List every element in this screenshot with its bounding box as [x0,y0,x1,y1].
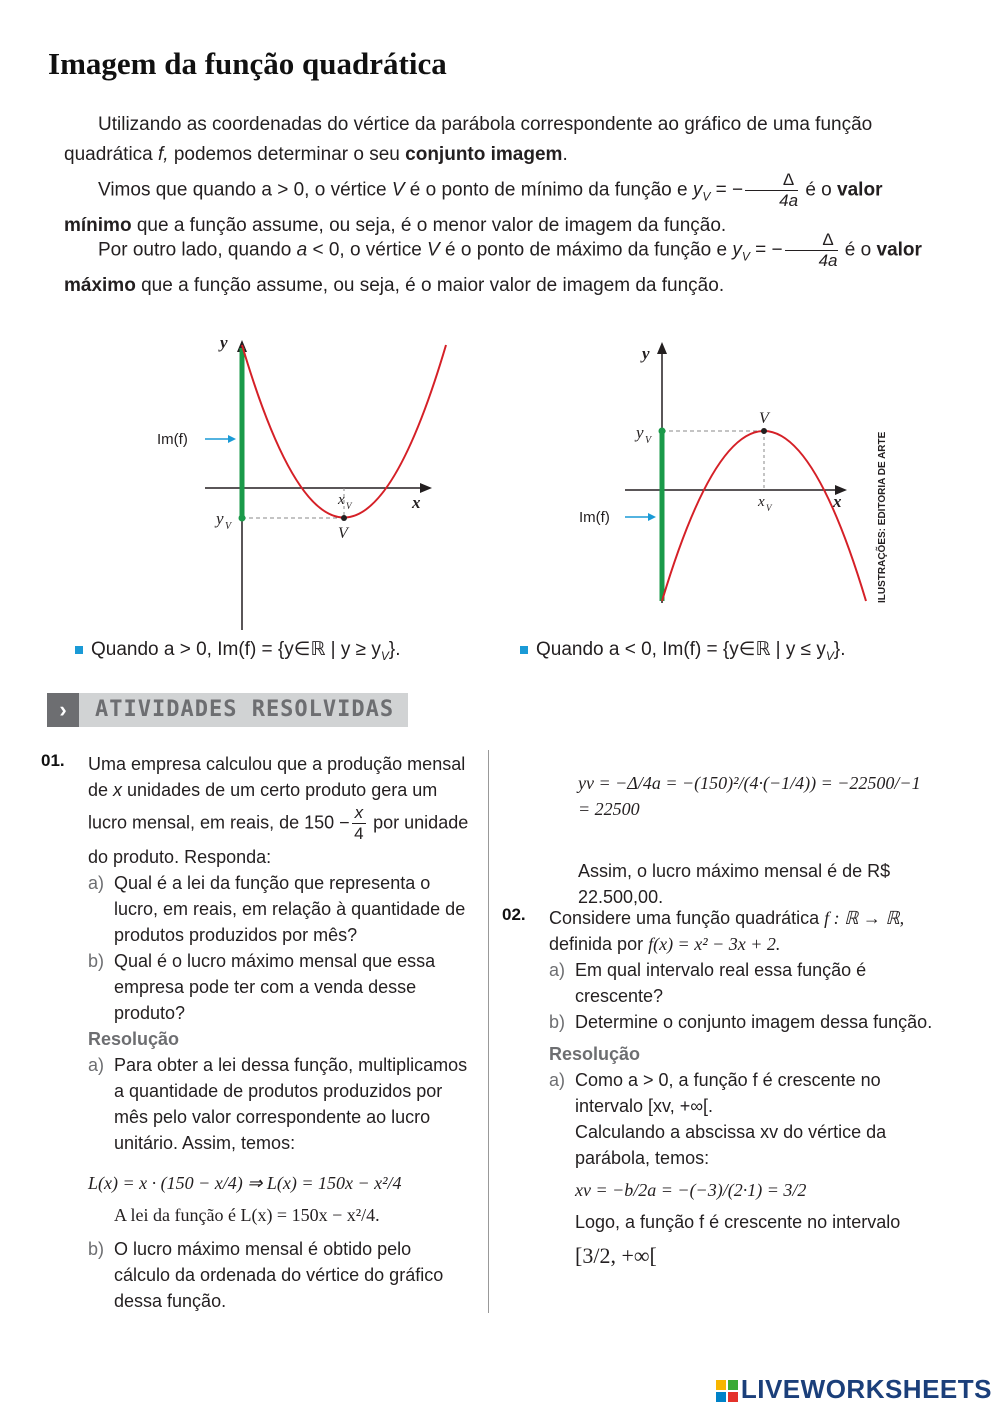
g1-yv-point [239,515,246,522]
p3-text-d: que a função assume, ou seja, é o maior valor de imagem da função. [135,275,725,297]
act1-law: A lei da função é L(x) = 150x − x²/4. [114,1205,380,1225]
g2-vertex-point [761,428,767,434]
p2-eq: = − [710,179,744,201]
p1-f: f, [158,144,169,165]
act1-qb-letter: b) [88,951,105,971]
act1-ra-letter: a) [88,1055,105,1075]
act1-qa-letter: a) [88,873,105,893]
g2-yv-label: y [636,423,644,442]
g2-im-arrow-head [648,513,656,521]
act2-ra-1: Como a > 0, a função f é crescente no intervalo [xv, +∞[. [575,1070,881,1116]
act2-qb-text: Determine o conjunto imagem dessa função. [575,1012,933,1032]
p3-text-a3: < 0, o vértice [307,239,428,261]
p2-bold: valor mínimo [64,179,883,237]
act1-equation-1: L(x) = x · (150 − x/4) ⇒ L(x) = 150x − x²/4 [88,1173,402,1193]
p3-num: Δ [785,230,838,251]
act2-stmt-fx: f(x) = x² − 3x + 2. [648,934,781,954]
act2-qb-letter: b) [549,1012,566,1032]
p2-text-d: que a função assume, ou seja, é o menor valor de imagem da função. [131,215,727,237]
act2-ra-2: Calculando a abscissa xv do vértice da parábola, temos: [575,1122,887,1168]
g2-yv-sub: V [645,435,652,446]
act1-stmt-b: unidades de um certo produto gera um lucro mensal, em reais, de 150 − [88,780,438,833]
p2-num: Δ [745,170,798,191]
act2-stmt-a: Considere uma função quadrática [549,908,825,928]
act1-fraction [352,803,367,844]
p2-yv-sub: V [702,189,711,204]
act1-ra-text: Para obter a lei dessa função, multiplicamos a quantidade de produtos produzidos por mês pelo valor correspondente ao lucro unitário. Assim, temos: [114,1055,468,1153]
g1-xv-label: x [338,492,345,508]
p3-text-a: Por outro lado, quando [98,239,297,261]
section-header [47,693,408,727]
act2-statement [549,905,933,957]
p3-text-b: é o ponto de máximo da função e [439,239,733,261]
graph1-caption-text: Quando a > 0, Im(f) = {y∈ℝ | y ≥ y [91,639,381,660]
section-arrow-icon: › [47,693,79,727]
p2-yv: y [692,179,703,201]
act2-ra-body [575,1067,933,1270]
p3-yv-sub: V [741,249,750,264]
g1-vertex-point [341,515,347,521]
g1-im-label: Im(f) [157,431,188,448]
p1-bold: conjunto imagem [405,144,563,165]
graph2-caption-end: }. [833,639,846,660]
graph2-caption-sub: V [825,648,834,663]
p1-text-c: . [562,144,568,165]
p3-text-c: é o [839,239,877,261]
act1-frac-num: x [352,803,367,824]
act1-qb-text: Qual é o lucro máximo mensal que essa empresa pode ter com a venda desse produto? [114,951,436,1023]
graph1-caption-sub: V [380,648,389,663]
p3-eq: = − [749,239,783,261]
p3-fraction [785,230,838,271]
act1-frac-den: 4 [354,824,364,843]
caption-bullet-2 [520,646,528,654]
g2-credit: ILUSTRAÇÕES: EDITORIA DE ARTE [877,431,888,603]
activity-1 [88,751,470,1314]
act1-question-a [88,870,470,948]
p3-v: V [427,239,440,261]
intro-paragraph-1 [64,110,934,170]
act2-question-a [549,957,933,1009]
g2-y-label: y [642,344,650,363]
act1-rb-letter: b) [88,1239,105,1259]
g2-im-label: Im(f) [579,509,610,526]
act1-rb-text: O lucro máximo mensal é obtido pelo cálculo da ordenada do vértice do gráfico dessa função. [114,1239,444,1311]
act2-ra-letter: a) [549,1070,566,1090]
graph-downward-parabola [575,335,895,610]
g1-yv-sub: V [225,521,232,532]
act1-resolution-b [88,1236,470,1314]
caption-bullet-1 [75,646,83,654]
act1-equation-2: yv = −Δ/4a = −(150)²/(4·(−1/4)) = −22500/−1 = 22500 [578,773,921,819]
g2-xv-sub: V [766,503,772,513]
activity-2-number: 02. [502,905,526,924]
g1-x-arrow [420,483,432,493]
act1-qa-text: Qual é a lei da função que representa o lucro, em reais, em relação à quantidade de produtos produzidos por mês? [114,873,466,945]
p2-fraction [745,170,798,211]
act2-ra-3: Logo, a função f é crescente no intervalo [575,1212,901,1232]
p1-text-b: podemos determinar o seu [168,144,406,165]
g1-xv-sub: V [346,501,352,511]
p2-den: 4a [779,191,799,210]
act1-stmt-a: Uma empresa calculou que a produção mensal de [88,754,466,800]
p2-text-b: é o ponto de mínimo da função e [404,179,693,201]
p3-a: a [296,239,308,261]
logo-mark-icon [716,1380,738,1402]
graph-upward-parabola [150,330,470,635]
act2-interval: [3/2, +∞[ [575,1243,657,1268]
p2-text-a: Vimos que quando a > 0, o vértice [98,179,392,201]
act2-qa-letter: a) [549,960,566,980]
graph2-caption-text: Quando a < 0, Im(f) = {y∈ℝ | y ≤ y [536,639,826,660]
p2-v: V [391,179,405,201]
g1-y-label: y [220,333,228,352]
act2-question-b [549,1009,933,1035]
act1-resolution-label: Resolução [88,1029,180,1049]
g2-x-label: x [833,492,842,511]
g2-v-label: V [759,410,769,427]
p3-den: 4a [818,251,838,270]
graph1-caption [75,638,401,663]
g2-y-arrow [657,342,667,354]
column-divider [488,750,489,1313]
act1-conclusion: Assim, o lucro máximo mensal é de R$ 22.500,00. [578,861,891,907]
act1-stmt-c: por unidade do produto. Responda: [88,812,469,867]
act1-question-b [88,948,470,1026]
liveworksheets-logo [716,1374,992,1405]
act2-equation-3: xv = −b/2a = −(−3)/(2·1) = 3/2 [575,1180,807,1200]
graph1-caption-end: }. [388,639,401,660]
section-header-text: ATIVIDADES RESOLVIDAS [95,697,395,722]
p1-text-a: Utilizando as coordenadas do vértice da parábola correspondente ao gráfico de uma função quadrática [64,114,873,165]
intro-paragraph-3 [64,230,934,301]
p2-text-c: é o [800,179,838,201]
act2-stmt-b: definida por [549,934,649,954]
act2-qa-text: Em qual intervalo real essa função é crescente? [575,960,867,1006]
act2-resolution-label: Resolução [549,1044,641,1064]
act1-stmt-x: x [113,780,123,800]
g1-yv-label: y [216,509,224,528]
g1-x-label: x [412,493,421,512]
act1-statement [88,751,470,870]
g1-im-arrow-head [228,435,236,443]
g1-v-label: V [338,525,348,542]
activity-2 [549,905,933,1270]
p3-bold: valor máximo [64,239,922,297]
activity-1-number: 01. [41,751,65,770]
page-title: Imagem da função quadrática [48,46,447,81]
graph2-caption [520,638,846,663]
act1-resolution-a [88,1052,470,1156]
act2-resolution-a [549,1067,933,1270]
act2-stmt-f: f : ℝ → ℝ, [824,908,905,928]
g2-yv-point [659,428,666,435]
activity-1-continued [578,770,933,910]
p3-yv: y [732,239,742,261]
g2-xv-label: x [758,494,765,510]
logo-text: LIVEWORKSHEETS [740,1374,992,1404]
